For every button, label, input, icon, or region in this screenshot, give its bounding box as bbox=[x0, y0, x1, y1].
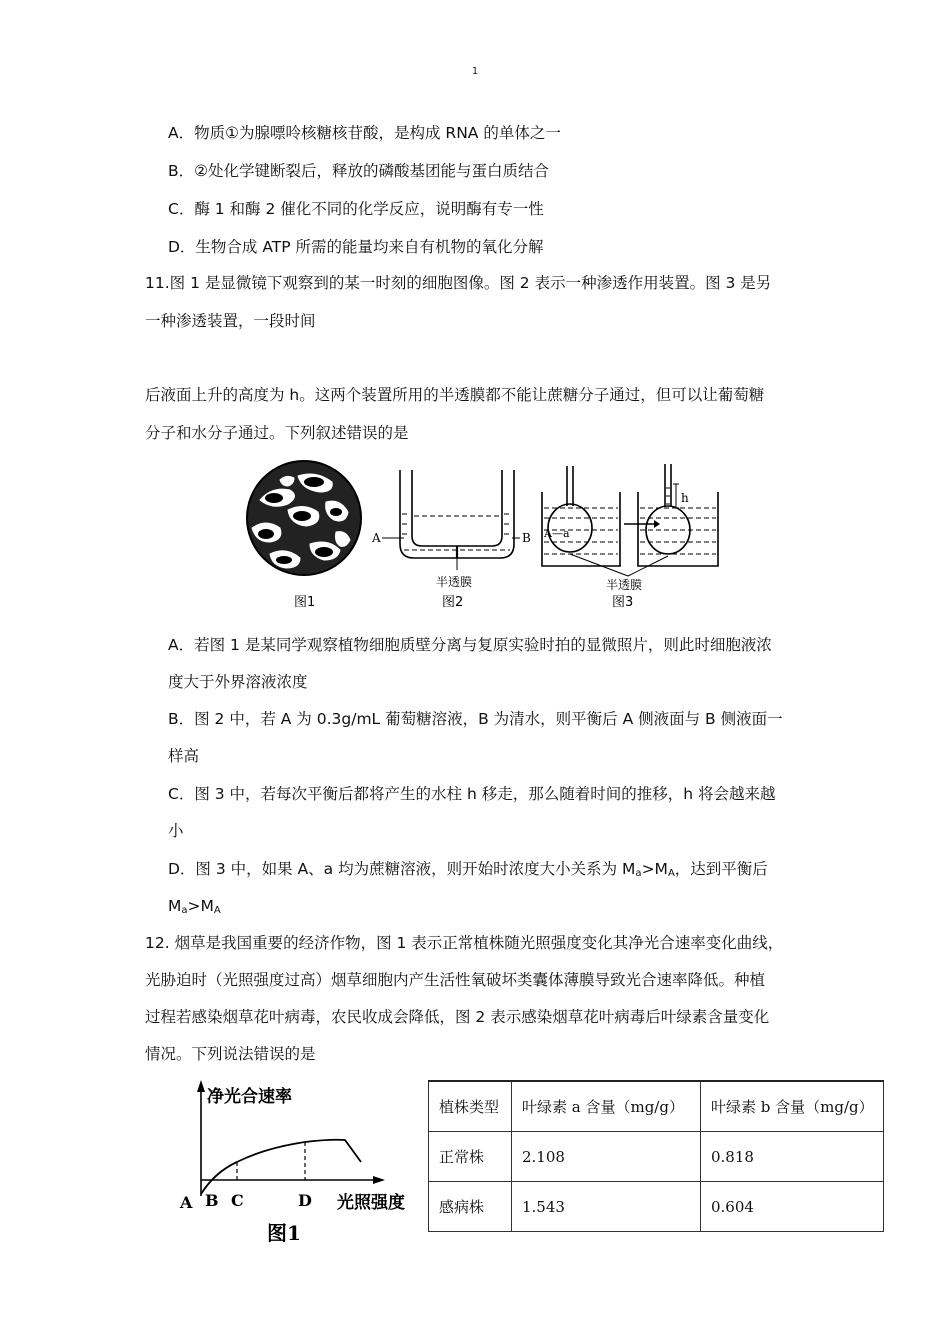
q11-option-b-line1: B．图 2 中，若 A 为 0.3g/mL 葡萄糖溶液，B 为清水，则平衡后 A 侧液面与 B 侧液面一 bbox=[168, 710, 783, 728]
q11-option-d2-m: M bbox=[168, 897, 182, 915]
q11-stem-line1: 11.图 1 是显微镜下观察到的某一时刻的细胞图像。图 2 表示一种渗透作用装置。图 3 是另 bbox=[145, 274, 772, 292]
q11-stem-line2: 一种渗透装置，一段时间 bbox=[145, 312, 316, 330]
fig3-label-h: h bbox=[681, 491, 689, 505]
point-b: B bbox=[205, 1191, 219, 1210]
page-number: 1 bbox=[471, 66, 479, 77]
point-d: D bbox=[298, 1191, 312, 1210]
q10-option-a: A．物质①为腺嘌呤核糖核苷酸，是构成 RNA 的单体之一 bbox=[168, 124, 561, 142]
fig2-label-a: A bbox=[372, 531, 381, 545]
q11-option-a-line1: A．若图 1 是某同学观察植物细胞质壁分离与复原实验时拍的显微照片，则此时细胞液浓 bbox=[168, 636, 772, 654]
q12-stem-line2: 光胁迫时（光照强度过高）烟草细胞内产生活性氧破坏类囊体薄膜导致光合速率降低。种植 bbox=[145, 971, 766, 989]
q11-option-c-line1: C．图 3 中，若每次平衡后都将产生的水柱 h 移走，那么随着时间的推移，h 将会越来越 bbox=[168, 785, 776, 803]
table-row bbox=[429, 1182, 884, 1232]
q11-stem-line3: 后液面上升的高度为 h。这两个装置所用的半透膜都不能让蔗糖分子通过，但可以让葡萄糖 bbox=[145, 386, 765, 404]
fig3-beaker-right bbox=[638, 464, 718, 566]
point-c: C bbox=[231, 1191, 244, 1210]
fig3-caption: 图3 bbox=[612, 595, 634, 610]
photosynthesis-curve bbox=[201, 1140, 361, 1194]
fig1-caption: 图1 bbox=[294, 595, 316, 610]
q10-option-b: B．②处化学键断裂后，释放的磷酸基团能与蛋白质结合 bbox=[168, 162, 550, 180]
fig2-caption: 图2 bbox=[442, 595, 464, 610]
table-header-row bbox=[429, 1081, 884, 1132]
q11-option-d-mid: >M bbox=[641, 860, 668, 878]
q11-option-d2-sub2: A bbox=[213, 905, 221, 916]
q11-option-d2-sub1: a bbox=[181, 905, 188, 916]
q12-stem-line1: 12. 烟草是我国重要的经济作物，图 1 表示正常植株随光照强度变化其净光合速率变化曲线， bbox=[145, 934, 784, 952]
table-cell: 感病株 bbox=[429, 1182, 512, 1232]
q10-option-d: D．生物合成 ATP 所需的能量均来自有机物的氧化分解 bbox=[168, 238, 544, 256]
table-cell: 0.604 bbox=[701, 1182, 884, 1232]
fig1-cells-illustration bbox=[247, 461, 361, 575]
q12-graph bbox=[175, 1076, 425, 1250]
fig3-label-a-a: A—a bbox=[544, 527, 570, 540]
fig3-beaker-left bbox=[542, 466, 620, 566]
q12-stem-line4: 情况。下列说法错误的是 bbox=[145, 1045, 316, 1063]
chlorophyll-table bbox=[428, 1080, 884, 1232]
table-cell: 2.108 bbox=[512, 1132, 701, 1182]
fig2-u-tube bbox=[400, 470, 514, 558]
fig3-membrane-label: 半透膜 bbox=[606, 578, 643, 592]
q11-figure bbox=[240, 458, 720, 618]
q10-option-c: C．酶 1 和酶 2 催化不同的化学反应，说明酶有专一性 bbox=[168, 200, 544, 218]
q11-stem-line4: 分子和水分子通过。下列叙述错误的是 bbox=[145, 424, 409, 442]
fig2-liquid bbox=[402, 514, 512, 550]
table-header-cell: 叶绿素 a 含量（mg/g） bbox=[512, 1081, 701, 1132]
graph-caption: 图1 bbox=[267, 1221, 301, 1245]
table-cell: 0.818 bbox=[701, 1132, 884, 1182]
table-cell: 正常株 bbox=[429, 1132, 512, 1182]
table-header-cell: 叶绿素 b 含量（mg/g） bbox=[701, 1081, 884, 1132]
point-a: A bbox=[180, 1193, 193, 1212]
q11-option-b-line2: 样高 bbox=[168, 747, 200, 765]
q11-option-d2-mid: >M bbox=[187, 897, 214, 915]
q11-option-d-line2 bbox=[168, 895, 221, 922]
q11-option-a-line2: 度大于外界溶液浓度 bbox=[168, 673, 308, 691]
table-row bbox=[429, 1132, 884, 1182]
y-axis-label: 净光合速率 bbox=[207, 1087, 292, 1107]
q11-option-d-sub2: A bbox=[667, 868, 675, 879]
q11-option-d-text: D．图 3 中，如果 A、a 均为蔗糖溶液，则开始时浓度大小关系为 M bbox=[168, 860, 636, 878]
fig2-label-b: B bbox=[522, 531, 531, 545]
q11-option-d-line1 bbox=[168, 858, 768, 885]
q11-option-d-sub1: a bbox=[635, 868, 642, 879]
table-header-cell: 植株类型 bbox=[429, 1081, 512, 1132]
q11-option-c-line2: 小 bbox=[168, 822, 184, 840]
fig2-membrane-label: 半透膜 bbox=[436, 575, 473, 589]
x-axis-label: 光照强度 bbox=[337, 1193, 405, 1213]
q12-stem-line3: 过程若感染烟草花叶病毒，农民收成会降低，图 2 表示感染烟草花叶病毒后叶绿素含量变化 bbox=[145, 1008, 770, 1026]
table-cell: 1.543 bbox=[512, 1182, 701, 1232]
q11-option-d-end: ，达到平衡后 bbox=[674, 860, 768, 878]
